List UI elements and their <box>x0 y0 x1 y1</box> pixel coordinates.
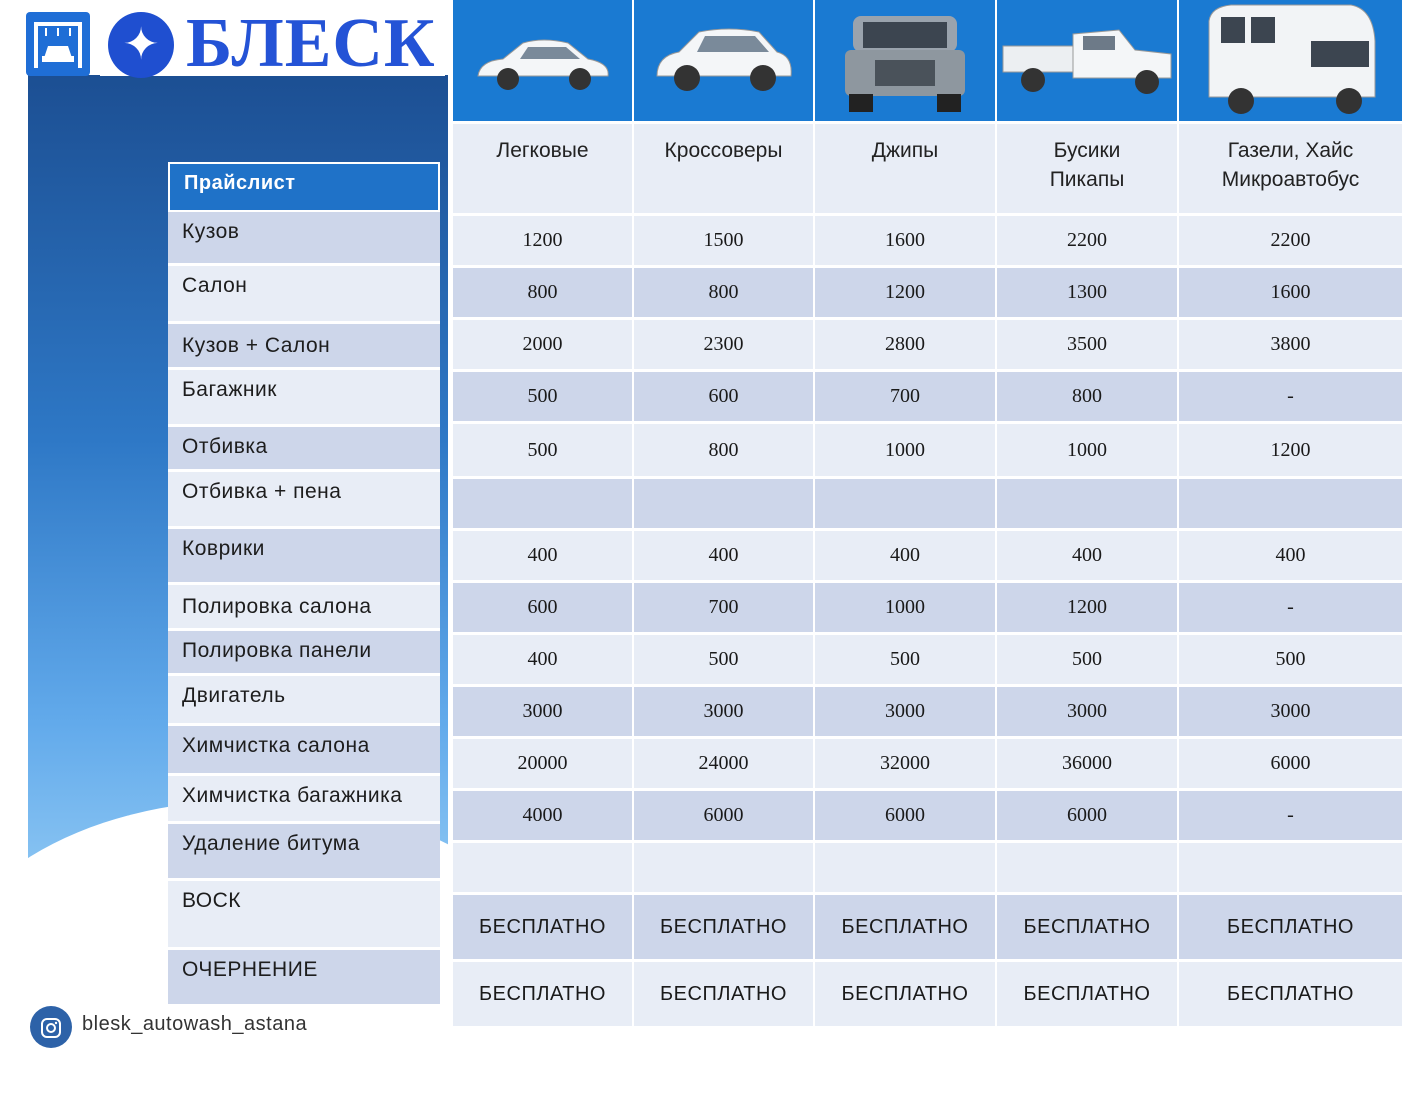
price-cell: 2000 <box>453 320 634 372</box>
price-cell: 1600 <box>1179 268 1404 320</box>
brand-star-icon: ✦ <box>108 12 174 78</box>
price-cell: 3500 <box>997 320 1179 372</box>
price-cell: 3000 <box>453 687 634 739</box>
price-cell <box>634 843 815 895</box>
price-cell: - <box>1179 372 1404 424</box>
service-label: ВОСК <box>168 881 440 950</box>
price-cell <box>815 843 997 895</box>
carwash-logo-icon <box>26 12 90 76</box>
price-cell: БЕСПЛАТНО <box>1179 962 1404 1029</box>
price-cell: 400 <box>997 531 1179 583</box>
jeep-car-icon <box>815 0 997 124</box>
price-cell: БЕСПЛАТНО <box>453 962 634 1029</box>
price-cell: 2200 <box>1179 216 1404 268</box>
price-cell: 1000 <box>997 424 1179 479</box>
price-cell: 400 <box>815 531 997 583</box>
price-table <box>453 0 1404 1029</box>
price-cell <box>1179 479 1404 531</box>
price-cell: 1200 <box>453 216 634 268</box>
service-label: Кузов + Салон <box>168 324 440 370</box>
price-cell: БЕСПЛАТНО <box>997 962 1179 1029</box>
price-cell: 400 <box>453 531 634 583</box>
instagram-icon <box>30 1006 72 1048</box>
price-cell: БЕСПЛАТНО <box>634 962 815 1029</box>
price-cell: 800 <box>453 268 634 320</box>
price-cell: 20000 <box>453 739 634 791</box>
price-cell: 6000 <box>997 791 1179 843</box>
service-label: Багажник <box>168 370 440 427</box>
price-cell <box>1179 843 1404 895</box>
vehicle-type-header: Кроссоверы <box>634 124 815 216</box>
price-cell <box>815 479 997 531</box>
price-cell: 500 <box>1179 635 1404 687</box>
price-cell <box>453 479 634 531</box>
price-cell: БЕСПЛАТНО <box>634 895 815 962</box>
price-cell: 1000 <box>815 583 997 635</box>
price-cell: 700 <box>634 583 815 635</box>
vehicle-type-header: Джипы <box>815 124 997 216</box>
price-cell: 1000 <box>815 424 997 479</box>
price-cell: 500 <box>453 424 634 479</box>
price-cell: БЕСПЛАТНО <box>815 962 997 1029</box>
vehicle-type-header: Бусики Пикапы <box>997 124 1179 216</box>
service-label: Полировка панели <box>168 631 440 676</box>
service-label: Химчистка салона <box>168 726 440 776</box>
price-cell: БЕСПЛАТНО <box>1179 895 1404 962</box>
vehicle-type-header: Легковые <box>453 124 634 216</box>
price-cell: 4000 <box>453 791 634 843</box>
price-cell: 1200 <box>1179 424 1404 479</box>
price-cell <box>634 479 815 531</box>
pricelist-title: Прайслист <box>168 162 440 212</box>
price-cell: 600 <box>634 372 815 424</box>
price-cell: 500 <box>453 372 634 424</box>
price-cell: - <box>1179 791 1404 843</box>
price-cell: БЕСПЛАТНО <box>453 895 634 962</box>
pickup-truck-icon <box>997 0 1179 124</box>
price-cell: 2800 <box>815 320 997 372</box>
service-label: ОЧЕРНЕНИЕ <box>168 950 440 1007</box>
service-label: Полировка салона <box>168 585 440 631</box>
price-cell: 500 <box>634 635 815 687</box>
service-label: Двигатель <box>168 676 440 726</box>
price-cell: - <box>1179 583 1404 635</box>
price-cell: 24000 <box>634 739 815 791</box>
price-cell: 3000 <box>815 687 997 739</box>
price-cell: БЕСПЛАТНО <box>997 895 1179 962</box>
vehicle-type-header: Газели, Хайс Микроавтобус <box>1179 124 1404 216</box>
service-label: Удаление битума <box>168 824 440 881</box>
service-list <box>168 162 440 1007</box>
minibus-icon <box>1179 0 1404 124</box>
price-cell: 1200 <box>997 583 1179 635</box>
service-label: Салон <box>168 266 440 324</box>
price-cell: 3000 <box>997 687 1179 739</box>
price-cell: 600 <box>453 583 634 635</box>
crossover-car-icon <box>634 0 815 124</box>
instagram-handle[interactable]: blesk_autowash_astana <box>82 1013 308 1035</box>
service-label: Отбивка + пена <box>168 472 440 529</box>
price-cell: 3800 <box>1179 320 1404 372</box>
price-cell: 1300 <box>997 268 1179 320</box>
price-cell: 500 <box>997 635 1179 687</box>
price-cell: 32000 <box>815 739 997 791</box>
service-label: Химчистка багажника <box>168 776 440 824</box>
price-cell <box>997 479 1179 531</box>
price-cell: 800 <box>634 268 815 320</box>
price-cell <box>997 843 1179 895</box>
price-cell: 2200 <box>997 216 1179 268</box>
price-cell: 2300 <box>634 320 815 372</box>
price-cell: 3000 <box>1179 687 1404 739</box>
price-cell: 6000 <box>815 791 997 843</box>
price-cell: 1200 <box>815 268 997 320</box>
price-cell: 6000 <box>1179 739 1404 791</box>
price-cell: 3000 <box>634 687 815 739</box>
price-cell: 1500 <box>634 216 815 268</box>
brand-name: БЛЕСК <box>186 5 436 82</box>
price-cell: 700 <box>815 372 997 424</box>
price-cell: 36000 <box>997 739 1179 791</box>
price-cell: 800 <box>997 372 1179 424</box>
service-label: Отбивка <box>168 427 440 472</box>
price-cell: 400 <box>1179 531 1404 583</box>
price-cell: БЕСПЛАТНО <box>815 895 997 962</box>
service-label: Коврики <box>168 529 440 585</box>
price-cell <box>453 843 634 895</box>
price-cell: 1600 <box>815 216 997 268</box>
price-cell: 800 <box>634 424 815 479</box>
price-cell: 6000 <box>634 791 815 843</box>
price-cell: 500 <box>815 635 997 687</box>
price-cell: 400 <box>453 635 634 687</box>
service-label: Кузов <box>168 212 440 266</box>
price-cell: 400 <box>634 531 815 583</box>
sedan-car-icon <box>453 0 634 124</box>
